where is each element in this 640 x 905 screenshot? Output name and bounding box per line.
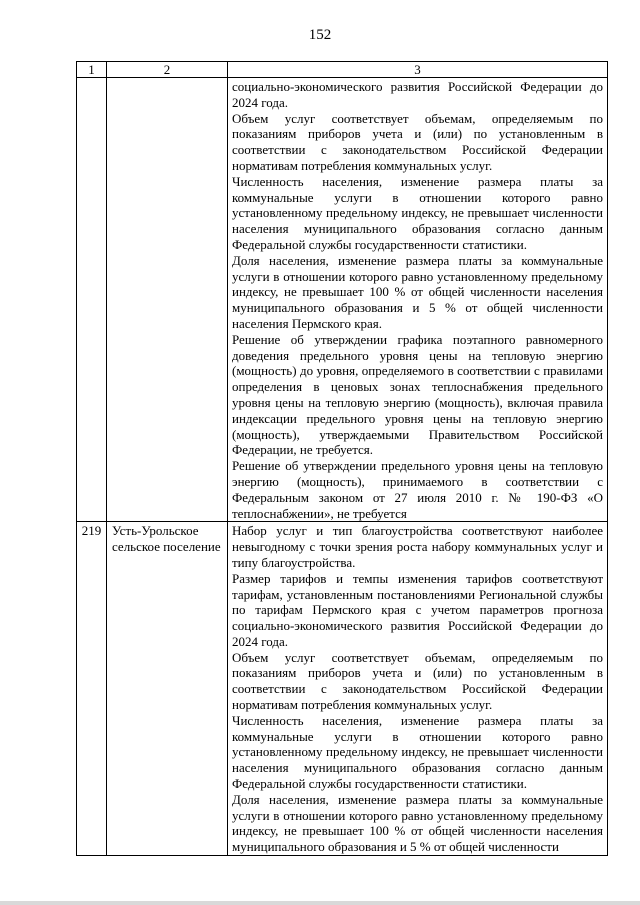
page-number: 152 <box>308 27 332 43</box>
description-cell <box>228 522 608 856</box>
municipality-name: Усть-Урольское сельское поселение <box>107 522 228 856</box>
row-number <box>77 78 107 522</box>
paragraph: Решение об утверждении графика поэтапного равномерного доведения предельного уровня цены на тепловую энергию (мощность) до уровня, определяемого в соответствии с правилами определения в ценовых зонах теплоснабжения предельного уровня цены на тепловую энергию (мощность), включая правила индексации предельного уровня цены на тепловую энергию (мощность), утверждаемыми Правительством Российской Федерации, не требуется. <box>232 331 603 458</box>
paragraph: Доля населения, изменение размера платы за коммунальные услуги в отношении которого равно установленному предельному индексу, не превышает 100 % от общей численности населения муниципального образования и 5 % от общей численности <box>232 791 603 855</box>
table-header-row <box>77 62 608 78</box>
paragraph: Решение об утверждении предельного уровня цены на тепловую энергию (мощность), принимаемого в соответствии с Федеральным законом от 27 июля 2010 г. № 190-ФЗ «О теплоснабжении», не требуется <box>232 458 603 521</box>
column-header-municipality: 2 <box>107 62 228 78</box>
paragraph: Набор услуг и тип благоустройства соответствуют наиболее невыгодному с точки зрения роста набору коммунальных услуг и типу благоустройства. <box>232 523 603 570</box>
paragraph: социально-экономического развития Российской Федерации до 2024 года. <box>232 79 603 110</box>
column-header-description: 3 <box>228 62 608 78</box>
scan-edge-divider <box>0 901 640 905</box>
municipality-name <box>107 78 228 522</box>
table-row <box>77 78 608 522</box>
column-header-number: 1 <box>77 62 107 78</box>
description-cell <box>228 78 608 522</box>
paragraph: Объем услуг соответствует объемам, определяемым по показаниям приборов учета и (или) по установленным в соответствии с законодательством Российской Федерации нормативам потребления коммунальных услуг. <box>232 110 603 173</box>
document-table <box>76 61 608 856</box>
table-row <box>77 522 608 856</box>
paragraph: Доля населения, изменение размера платы за коммунальные услуги в отношении которого равно установленному предельному индексу, не превышает 100 % от общей численности населения муниципального образования и 5 % от общей численности населения Пермского края. <box>232 252 603 331</box>
row-number: 219 <box>77 522 107 856</box>
paragraph: Численность населения, изменение размера платы за коммунальные услуги в отношении которого равно установленному предельному индексу, не превышает численности населения муниципального образования согласно данным Федеральной службы государственности статистики. <box>232 712 603 792</box>
paragraph: Численность населения, изменение размера платы за коммунальные услуги в отношении которого равно установленному предельному индексу, не превышает численности населения муниципального образования согласно данным Федеральной службы государственности статистики. <box>232 173 603 252</box>
paragraph: Размер тарифов и темпы изменения тарифов соответствуют тарифам, установленным постановлениями Региональной службы по тарифам Пермского края с учетом параметров прогноза социально-экономического развития Российской Федерации до 2024 года. <box>232 570 603 649</box>
paragraph: Объем услуг соответствует объемам, определяемым по показаниям приборов учета и (или) по установленным в соответствии с законодательством Российской Федерации нормативам потребления коммунальных услуг. <box>232 649 603 713</box>
